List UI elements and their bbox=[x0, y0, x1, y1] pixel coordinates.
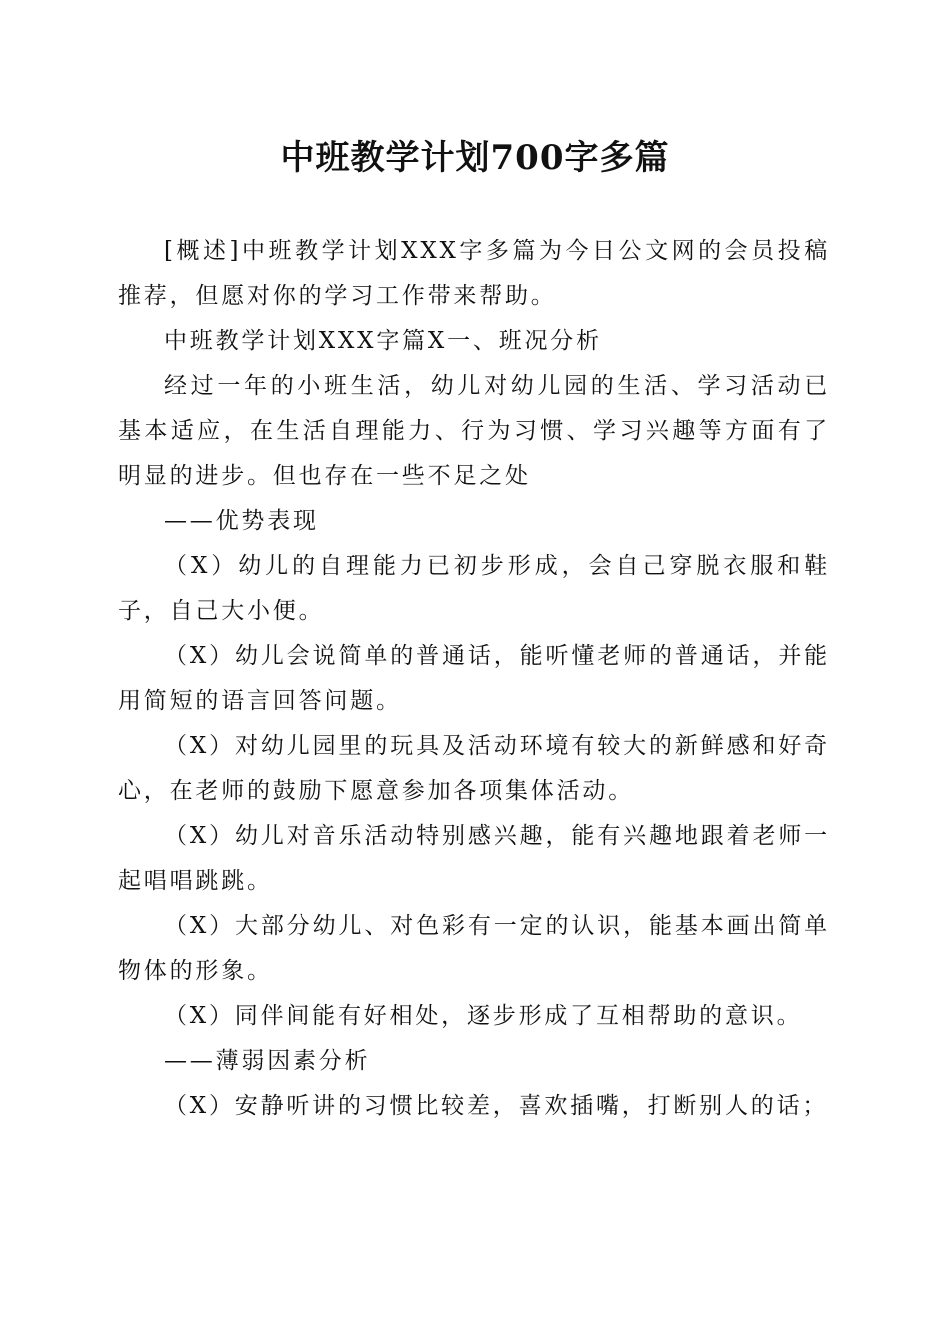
paragraph-strength-1: （X）幼儿的自理能力已初步形成，会自己穿脱衣服和鞋子，自己大小便。 bbox=[118, 553, 830, 624]
paragraph-strength-6: （X）同伴间能有好相处，逐步形成了互相帮助的意识。 bbox=[164, 1003, 803, 1029]
paragraph-class-analysis: 经过一年的小班生活，幼儿对幼儿园的生活、学习活动已基本适应，在生活自理能力、行为习惯、学习兴趣等方面有了明显的进步。但也存在一些不足之处 bbox=[118, 373, 830, 489]
paragraph-strength-5: （X）大部分幼儿、对色彩有一定的认识，能基本画出简单物体的形象。 bbox=[118, 913, 830, 984]
paragraph-weakness-1: （X）安静听讲的习惯比较差，喜欢插嘴，打断别人的话； bbox=[164, 1093, 829, 1119]
paragraph-summary: [概述]中班教学计划XXX字多篇为今日公文网的会员投稿推荐，但愿对你的学习工作带来帮助。 bbox=[118, 238, 830, 309]
paragraph-strengths-heading: ——优势表现 bbox=[164, 508, 319, 534]
paragraph-weakness-heading: ——薄弱因素分析 bbox=[164, 1048, 371, 1074]
page-title: 中班教学计划700字多篇 bbox=[280, 138, 670, 178]
document-body bbox=[118, 229, 830, 1129]
paragraph-strength-2: （X）幼儿会说简单的普通话，能听懂老师的普通话，并能用简短的语言回答问题。 bbox=[118, 643, 830, 714]
paragraph-strength-3: （X）对幼儿园里的玩具及活动环境有较大的新鲜感和好奇心，在老师的鼓励下愿意参加各项集体活动。 bbox=[118, 733, 830, 804]
paragraph-strength-4: （X）幼儿对音乐活动特别感兴趣，能有兴趣地跟着老师一起唱唱跳跳。 bbox=[118, 823, 830, 894]
paragraph-section-heading: 中班教学计划XXX字篇X一、班况分析 bbox=[164, 328, 602, 354]
